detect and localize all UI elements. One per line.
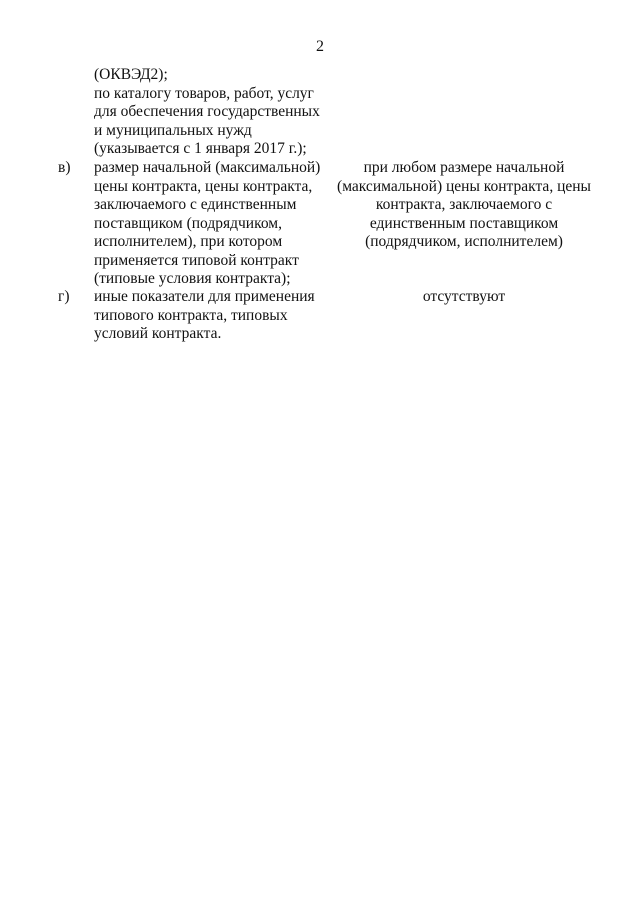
text-line: единственным поставщиком xyxy=(369,214,559,232)
text-line: при любом размере начальной xyxy=(363,159,565,176)
item-marker-g: г) xyxy=(58,288,70,305)
text-line: по каталогу товаров, работ, услуг xyxy=(94,84,314,102)
item-v-value xyxy=(336,159,592,252)
page-number: 2 xyxy=(316,38,324,55)
text-line: цены контракта, цены контракта, xyxy=(94,177,313,195)
text-line: (ОКВЭД2); xyxy=(94,66,168,83)
text-line: отсутствуют xyxy=(422,288,506,305)
text-line: применяется типовой контракт xyxy=(94,251,299,269)
item-marker-v: в) xyxy=(58,159,71,176)
text-line: иные показатели для применения xyxy=(94,288,315,305)
item-v-description xyxy=(94,159,344,289)
item-g-description xyxy=(94,288,344,344)
text-line: размер начальной (максимальной) xyxy=(94,159,321,176)
text-line: (максимальной) цены контракта, цены xyxy=(337,177,591,195)
text-line: и муниципальных нужд xyxy=(94,121,252,139)
text-line: условий контракта. xyxy=(94,325,222,342)
text-line: поставщиком (подрядчиком, xyxy=(94,214,282,232)
item-g-value xyxy=(336,288,592,307)
text-line: для обеспечения государственных xyxy=(94,103,320,120)
text-line: контракта, заключаемого с xyxy=(375,196,553,213)
text-line: исполнителем), при котором xyxy=(94,233,283,250)
text-line: заключаемого с единственным xyxy=(94,196,297,213)
continuation-text xyxy=(94,66,344,159)
text-line: (указывается с 1 января 2017 г.); xyxy=(94,140,307,157)
text-line: (подрядчиком, исполнителем) xyxy=(365,233,563,250)
text-line: (типовые условия контракта); xyxy=(94,270,291,287)
text-line: типового контракта, типовых xyxy=(94,306,288,324)
